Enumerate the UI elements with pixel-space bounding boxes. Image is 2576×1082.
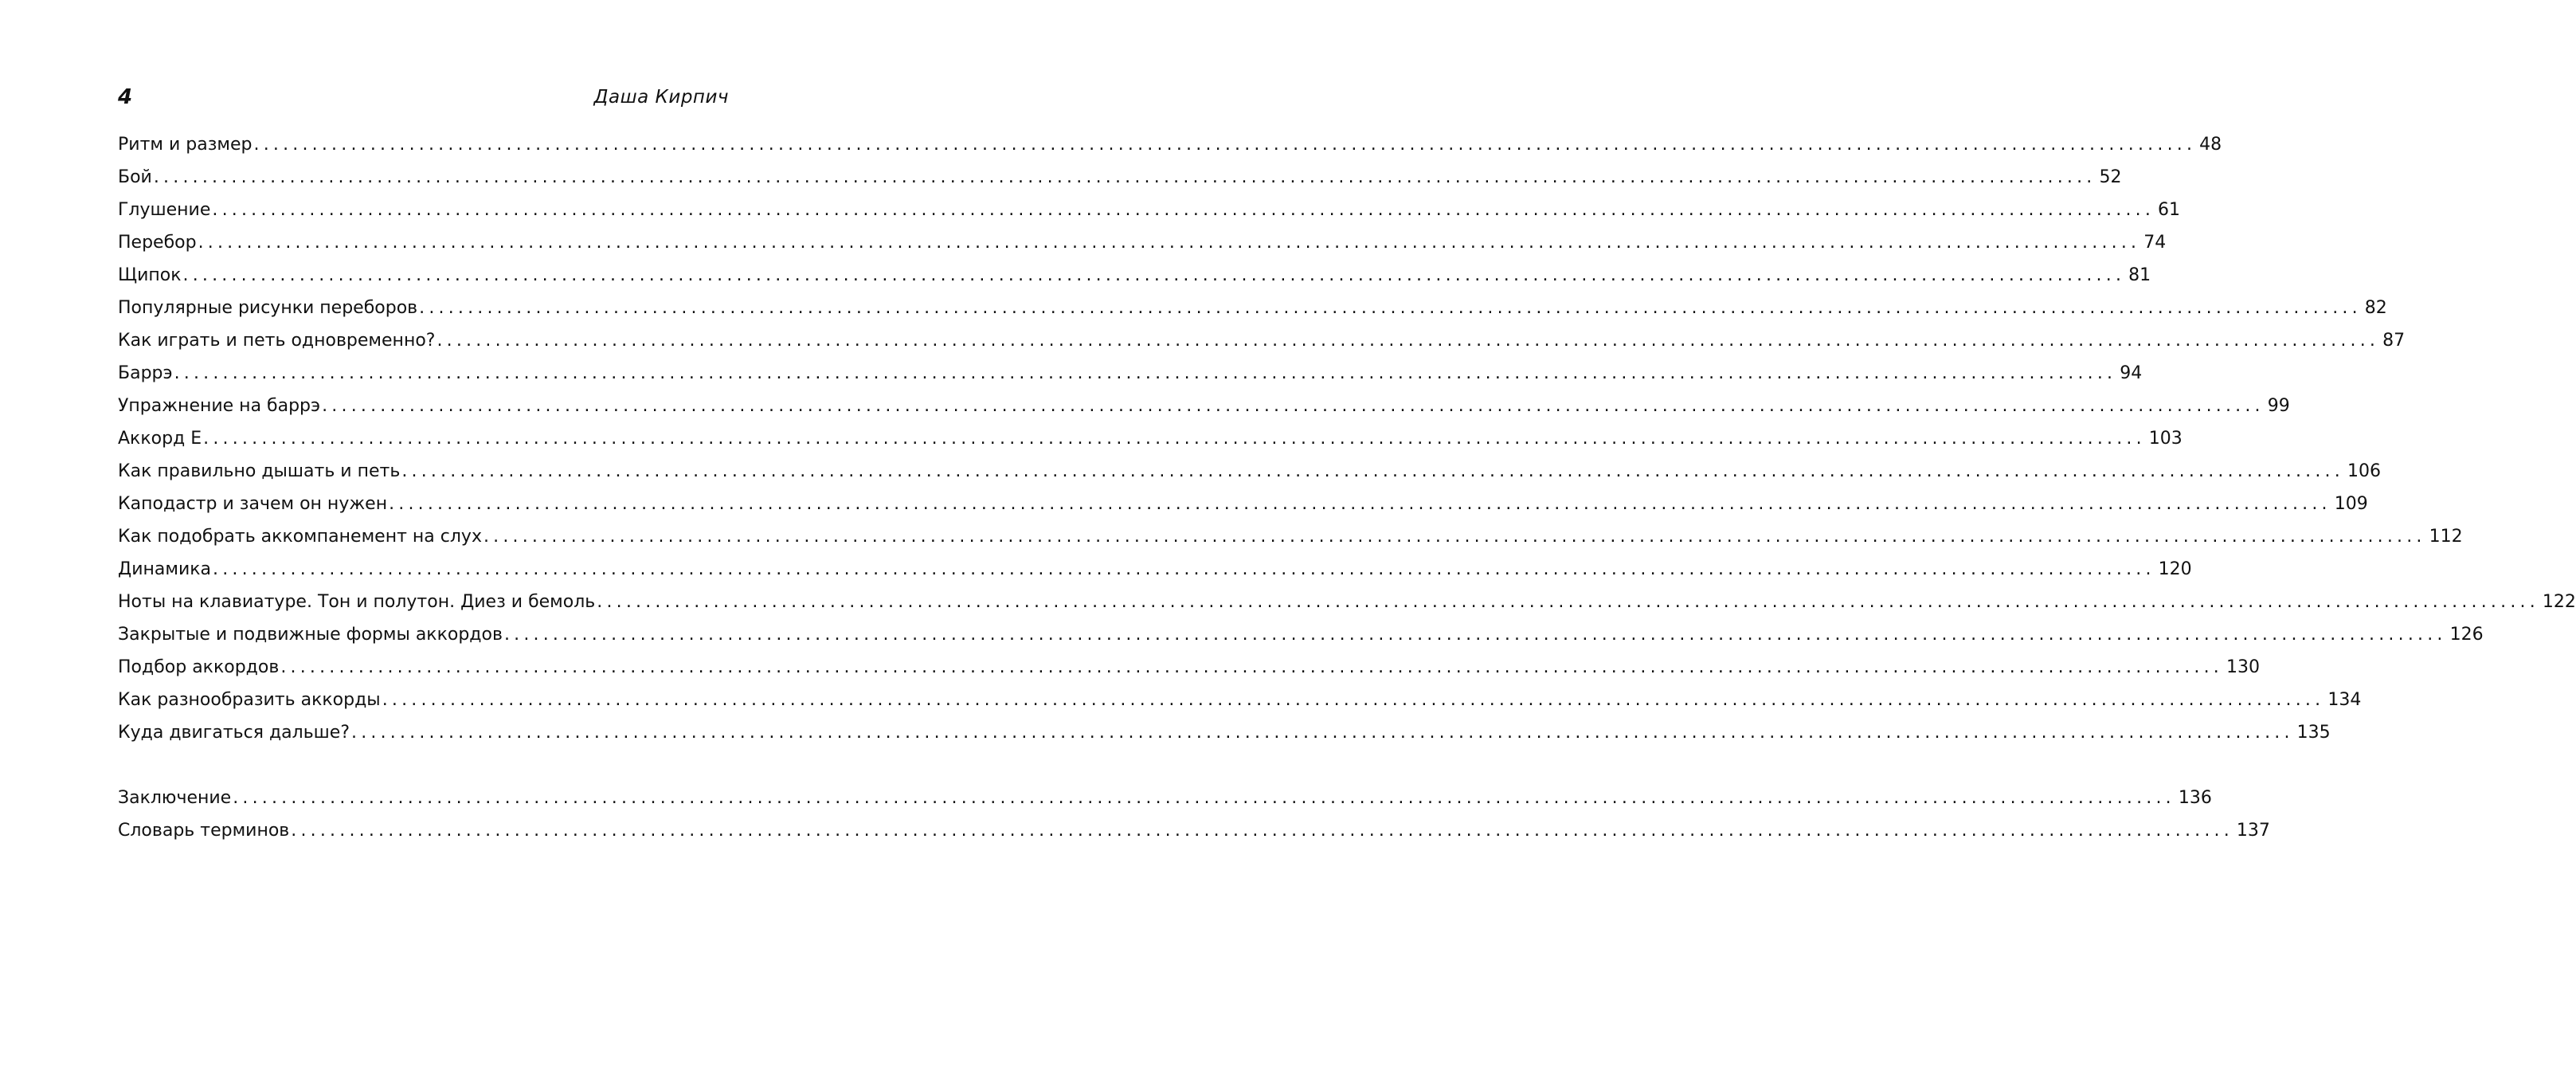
- toc-entry-page: 112: [2429, 527, 2463, 547]
- toc-entry-page: 52: [2099, 167, 2122, 187]
- toc-entry[interactable]: [118, 194, 2181, 226]
- running-head-author: Даша Кирпич: [593, 87, 729, 108]
- toc-dot-leader: ........................................................................................................................................................................................................: [389, 494, 2331, 514]
- toc-entry[interactable]: [118, 618, 2484, 651]
- toc-entry-page: 74: [2143, 233, 2167, 253]
- toc-dot-leader: ........................................................................................................................................................................................................: [198, 233, 2141, 253]
- toc-entry[interactable]: [118, 422, 2183, 455]
- toc-entry[interactable]: [118, 586, 2576, 618]
- toc-dot-leader: ........................................................................................................................................................................................................: [203, 429, 2146, 449]
- toc-entry-page: 130: [2226, 657, 2260, 677]
- toc-dot-leader: ........................................................................................................................................................................................................: [503, 625, 2447, 645]
- toc-entry[interactable]: [118, 128, 2222, 161]
- toc-entry-title: Как играть и петь одновременно?: [118, 331, 436, 351]
- toc-dot-leader: ........................................................................................................................................................................................................: [153, 167, 2096, 187]
- toc-entry-title: Ноты на клавиатуре. Тон и полутон. Диез и бемоль: [118, 592, 596, 612]
- toc-dot-leader: ........................................................................................................................................................................................................: [597, 592, 2539, 612]
- toc-entry-page: 82: [2364, 298, 2387, 318]
- toc-entry[interactable]: [118, 226, 2167, 259]
- toc-dot-leader: ........................................................................................................................................................................................................: [174, 363, 2117, 383]
- toc-entry[interactable]: [118, 553, 2192, 586]
- toc-entry-title: Словарь терминов: [118, 821, 290, 841]
- toc-dot-leader: ........................................................................................................................................................................................................: [253, 135, 2197, 155]
- toc-entry-page: 137: [2236, 821, 2270, 841]
- toc-entry-title: Глушение: [118, 200, 211, 220]
- toc-entry[interactable]: [118, 488, 2368, 520]
- toc-entry-back-matter[interactable]: [118, 814, 2270, 847]
- toc-entry-page: 120: [2158, 559, 2192, 579]
- toc-dot-leader: ........................................................................................................................................................................................................: [233, 788, 2175, 808]
- toc-entry-title: Щипок: [118, 265, 182, 285]
- toc-entry-title: Популярные рисунки переборов: [118, 298, 418, 318]
- toc-entry-title: Динамика: [118, 559, 212, 579]
- table-of-contents: [118, 128, 2576, 847]
- toc-section-gap: [118, 749, 729, 782]
- toc-entry-title: Закрытые и подвижные формы аккордов: [118, 625, 503, 645]
- toc-entry-page: 109: [2334, 494, 2368, 514]
- toc-entry-title: Подбор аккордов: [118, 657, 280, 677]
- toc-entry-title: Упражнение на баррэ: [118, 396, 321, 416]
- toc-entry-title: Заключение: [118, 788, 232, 808]
- toc-entry[interactable]: [118, 716, 2331, 749]
- toc-entry[interactable]: [118, 651, 2260, 684]
- toc-dot-leader: ........................................................................................................................................................................................................: [382, 690, 2325, 710]
- toc-dot-leader: ........................................................................................................................................................................................................: [437, 331, 2380, 351]
- toc-entry[interactable]: [118, 684, 2362, 716]
- page-header: [118, 83, 729, 115]
- toc-entry-page: 48: [2199, 135, 2222, 155]
- toc-entry-page: 126: [2449, 625, 2484, 645]
- toc-entry[interactable]: [118, 161, 2122, 194]
- toc-entry[interactable]: [118, 357, 2143, 390]
- toc-dot-leader: ........................................................................................................................................................................................................: [401, 461, 2344, 481]
- toc-entry-page: 87: [2382, 331, 2406, 351]
- toc-dot-leader: ........................................................................................................................................................................................................: [291, 821, 2233, 841]
- toc-dot-leader: ........................................................................................................................................................................................................: [213, 559, 2155, 579]
- toc-dot-leader: ........................................................................................................................................................................................................: [419, 298, 2362, 318]
- toc-dot-leader: ........................................................................................................................................................................................................: [182, 265, 2126, 285]
- toc-dot-leader: ........................................................................................................................................................................................................: [351, 723, 2294, 743]
- toc-entry-title: Ритм и размер: [118, 135, 253, 155]
- toc-entry-title: Как подобрать аккомпанемент на слух: [118, 527, 482, 547]
- toc-entry-title: Перебор: [118, 233, 197, 253]
- toc-entry-title: Как правильно дышать и петь: [118, 461, 401, 481]
- toc-entry-page: 99: [2267, 396, 2290, 416]
- toc-entry-page: 106: [2347, 461, 2381, 481]
- toc-entry-page: 122: [2542, 592, 2576, 612]
- toc-entry-title: Баррэ: [118, 363, 173, 383]
- toc-entry[interactable]: [118, 259, 2151, 292]
- toc-entry-title: Куда двигаться дальше?: [118, 723, 350, 743]
- toc-entry[interactable]: [118, 520, 2463, 553]
- toc-dot-leader: ........................................................................................................................................................................................................: [212, 200, 2155, 220]
- toc-entry[interactable]: [118, 292, 2387, 324]
- toc-entry-page: 61: [2158, 200, 2181, 220]
- toc-entry-title: Аккорд E: [118, 429, 202, 449]
- toc-entry-page: 94: [2120, 363, 2143, 383]
- toc-entry[interactable]: [118, 390, 2290, 422]
- toc-entry-title: Бой: [118, 167, 152, 187]
- toc-entry-page: 135: [2296, 723, 2331, 743]
- page-number: 4: [118, 85, 133, 109]
- toc-entry-page: 134: [2327, 690, 2362, 710]
- toc-dot-leader: ........................................................................................................................................................................................................: [483, 527, 2426, 547]
- toc-entry-title: Каподастр и зачем он нужен: [118, 494, 388, 514]
- toc-dot-leader: ........................................................................................................................................................................................................: [280, 657, 2223, 677]
- toc-entry-page: 136: [2178, 788, 2212, 808]
- toc-entry-title: Как разнообразить аккорды: [118, 690, 381, 710]
- toc-entry[interactable]: [118, 324, 2406, 357]
- toc-entry-back-matter[interactable]: [118, 782, 2212, 814]
- toc-entry-page: 103: [2148, 429, 2183, 449]
- toc-dot-leader: ........................................................................................................................................................................................................: [322, 396, 2265, 416]
- toc-entry[interactable]: [118, 455, 2381, 488]
- toc-entry-page: 81: [2128, 265, 2151, 285]
